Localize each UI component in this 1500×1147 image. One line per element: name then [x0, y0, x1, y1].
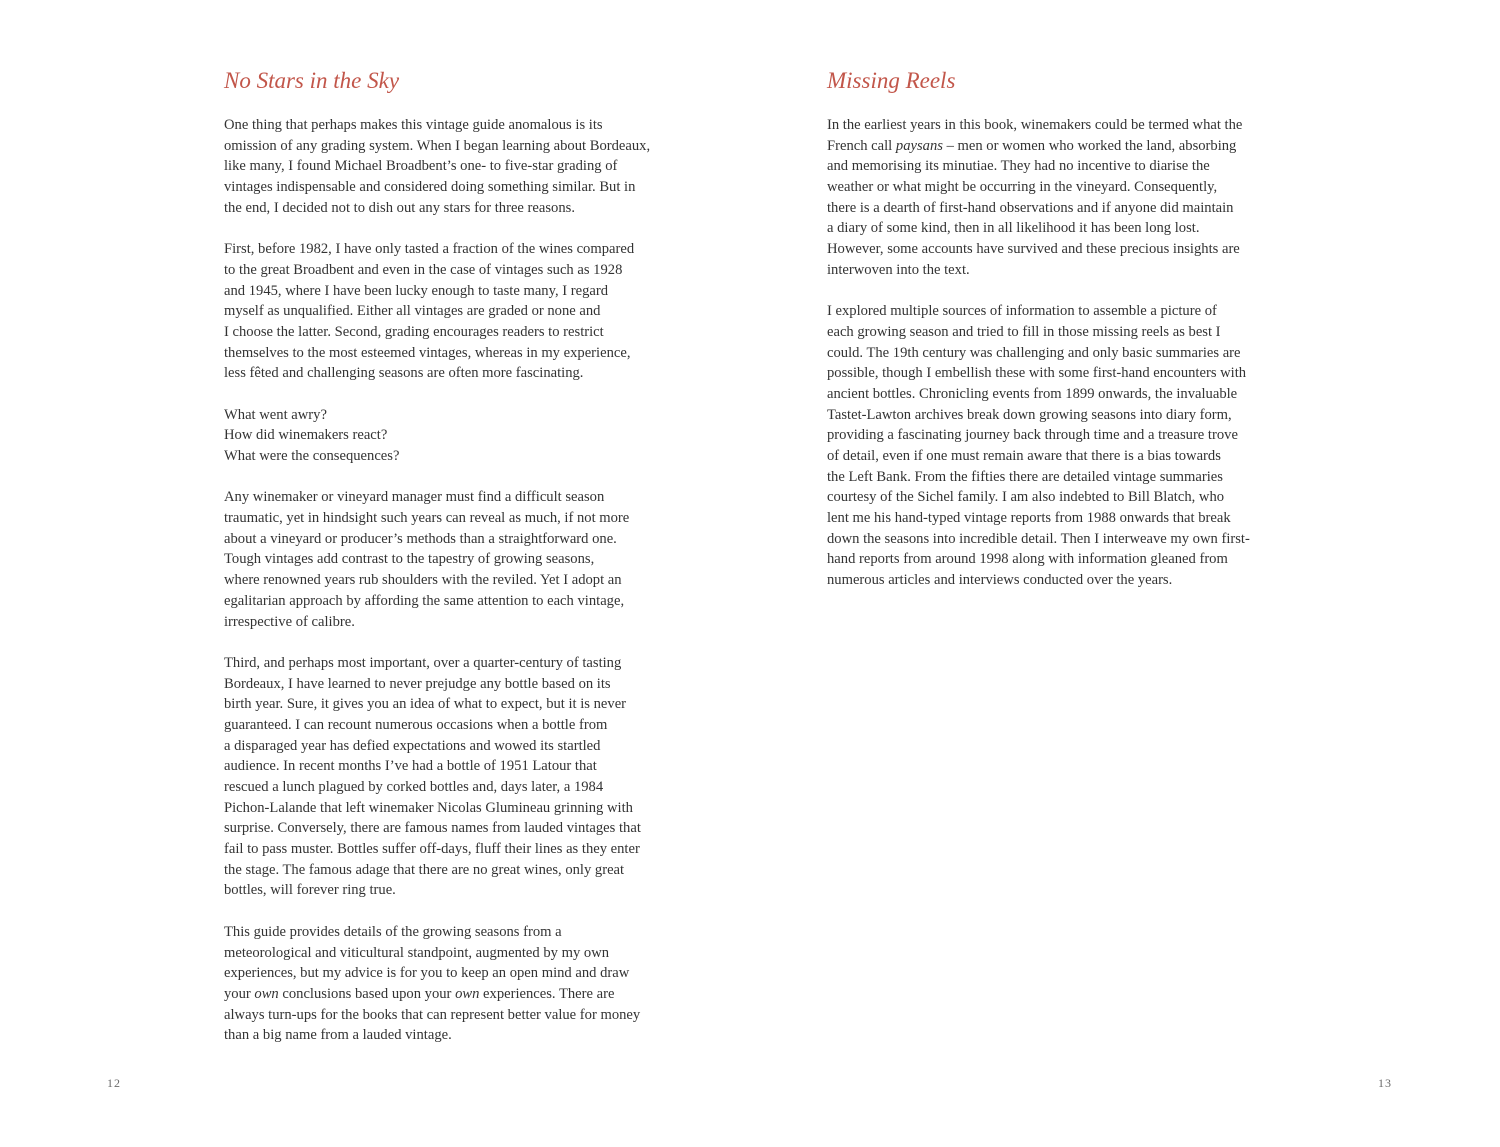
right-page — [750, 0, 1500, 1147]
paragraph — [224, 405, 694, 467]
paragraph — [224, 239, 694, 384]
text-line: myself as unqualified. Either all vintages are graded or none and — [224, 303, 601, 320]
text-run: conclusions based upon your — [278, 985, 456, 1002]
text-line: ancient bottles. Chronicling events from 1899 onwards, the invaluable — [827, 385, 1238, 402]
text-line: I choose the latter. Second, grading encourages readers to restrict — [224, 323, 604, 340]
text-line: irrespective of calibre. — [224, 613, 355, 630]
text-line: and 1945, where I have been lucky enough to taste many, I regard — [224, 282, 609, 299]
text-line: egalitarian approach by affording the same attention to each vintage, — [224, 592, 625, 609]
text-line: a disparaged year has defied expectations and wowed its startled — [224, 737, 601, 754]
text-line: However, some accounts have survived and these precious insights are — [827, 241, 1240, 258]
text-line: could. The 19th century was challenging and only basic summaries are — [827, 344, 1241, 361]
text-line: there is a dearth of first-hand observations and if anyone did maintain — [827, 199, 1234, 216]
paragraph — [224, 922, 694, 1046]
text-line: In the earliest years in this book, winemakers could be termed what the — [827, 117, 1243, 133]
text-line: to the great Broadbent and even in the case of vintages such as 1928 — [224, 261, 623, 278]
page-number-right: 13 — [1378, 1076, 1392, 1090]
text-line: Any winemaker or vineyard manager must find a difficult season — [224, 489, 605, 506]
text-line: of detail, even if one must remain aware that there is a bias towards — [827, 448, 1221, 464]
text-line: always turn-ups for the books that can represent better value for money — [224, 1006, 641, 1023]
text-line: Third, and perhaps most important, over a quarter-century of tasting — [224, 654, 622, 671]
text-run: experiences. There are — [479, 985, 615, 1002]
text-run: French call — [827, 137, 896, 154]
text-line: rescued a lunch plagued by corked bottles and, days later, a 1984 — [224, 779, 604, 795]
paragraph — [224, 115, 694, 218]
text-run: your — [224, 985, 255, 1002]
text-line: courtesy of the Sichel family. I am also indebted to Bill Blatch, who — [827, 489, 1225, 506]
paragraph — [827, 115, 1297, 281]
section-heading-missing-reels: Missing Reels — [827, 68, 956, 93]
text-line: This guide provides details of the growing seasons from a — [224, 923, 562, 940]
emphasis-text: paysans — [895, 137, 943, 154]
text-line: What went awry? — [224, 406, 327, 423]
text-line: each growing season and tried to fill in those missing reels as best I — [827, 323, 1221, 340]
text-line: traumatic, yet in hindsight such years can reveal as much, if not more — [224, 510, 630, 527]
text-line: hand reports from around 1998 along with information gleaned from — [827, 551, 1228, 568]
text-line: about a vineyard or producer’s methods than a straightforward one. — [224, 530, 617, 547]
text-line: less fêted and challenging seasons are often more fascinating. — [224, 365, 584, 382]
text-line: One thing that perhaps makes this vintage guide anomalous is its — [224, 117, 603, 133]
right-body-text — [827, 115, 1297, 612]
section-heading-no-stars: No Stars in the Sky — [224, 68, 400, 93]
text-line: a diary of some kind, then in all likelihood it has been long lost. — [827, 220, 1200, 237]
text-line: vintages indispensable and considered doing something similar. But in — [224, 179, 636, 196]
text-line: omission of any grading system. When I began learning about Bordeaux, — [224, 137, 651, 154]
text-line — [827, 136, 1297, 157]
text-line: interwoven into the text. — [827, 261, 970, 278]
text-line: and memorising its minutiae. They had no incentive to diarise the — [827, 158, 1210, 175]
emphasis-text: own — [254, 985, 279, 1002]
paragraph — [224, 653, 694, 901]
text-line: where renowned years rub shoulders with the reviled. Yet I adopt an — [224, 572, 622, 589]
text-line: guaranteed. I can recount numerous occasions when a bottle from — [224, 716, 608, 733]
text-line: I explored multiple sources of information to assemble a picture of — [827, 303, 1217, 320]
text-line: surprise. Conversely, there are famous names from lauded vintages that — [224, 820, 641, 837]
text-line: the Left Bank. From the fifties there are detailed vintage summaries — [827, 468, 1223, 485]
text-line: possible, though I embellish these with some first-hand encounters with — [827, 365, 1247, 382]
text-line: meteorological and viticultural standpoint, augmented by my own — [224, 944, 610, 961]
emphasis-text: own — [455, 985, 480, 1002]
text-line: the end, I decided not to dish out any stars for three reasons. — [224, 199, 575, 216]
text-line: than a big name from a lauded vintage. — [224, 1027, 452, 1044]
text-line: bottles, will forever ring true. — [224, 882, 396, 899]
text-line: Tastet-Lawton archives break down growing seasons into diary form, — [827, 406, 1232, 423]
text-line: lent me his hand-typed vintage reports from 1988 onwards that break — [827, 510, 1231, 527]
text-line: What were the consequences? — [224, 448, 400, 464]
left-body-text — [224, 115, 694, 1067]
text-line: like many, I found Michael Broadbent’s one- to five-star grading of — [224, 158, 618, 175]
text-line: themselves to the most esteemed vintages, whereas in my experience, — [224, 344, 631, 361]
text-line: the stage. The famous adage that there are no great wines, only great — [224, 861, 625, 878]
text-line: First, before 1982, I have only tasted a fraction of the wines compared — [224, 241, 635, 258]
text-line: fail to pass muster. Bottles suffer off-days, fluff their lines as they enter — [224, 841, 640, 858]
text-line: weather or what might be occurring in the vineyard. Consequently, — [827, 179, 1218, 196]
text-line: down the seasons into incredible detail. Then I interweave my own first- — [827, 530, 1250, 547]
paragraph — [827, 301, 1297, 591]
paragraph — [224, 487, 694, 632]
text-line — [224, 984, 694, 1005]
text-line: audience. In recent months I’ve had a bottle of 1951 Latour that — [224, 758, 597, 775]
text-line: experiences, but my advice is for you to keep an open mind and draw — [224, 965, 630, 982]
text-line: Bordeaux, I have learned to never prejudge any bottle based on its — [224, 675, 611, 692]
text-line: Tough vintages add contrast to the tapestry of growing seasons, — [224, 551, 595, 568]
text-line: birth year. Sure, it gives you an idea of what to expect, but it is never — [224, 696, 627, 713]
text-line: providing a fascinating journey back through time and a treasure trove — [827, 427, 1238, 444]
text-line: Pichon-Lalande that left winemaker Nicolas Glumineau grinning with — [224, 799, 633, 816]
text-line: numerous articles and interviews conducted over the years. — [827, 572, 1173, 589]
page-number-left: 12 — [107, 1076, 121, 1090]
text-run: – men or women who worked the land, absorbing — [942, 137, 1237, 154]
text-line: How did winemakers react? — [224, 427, 388, 444]
